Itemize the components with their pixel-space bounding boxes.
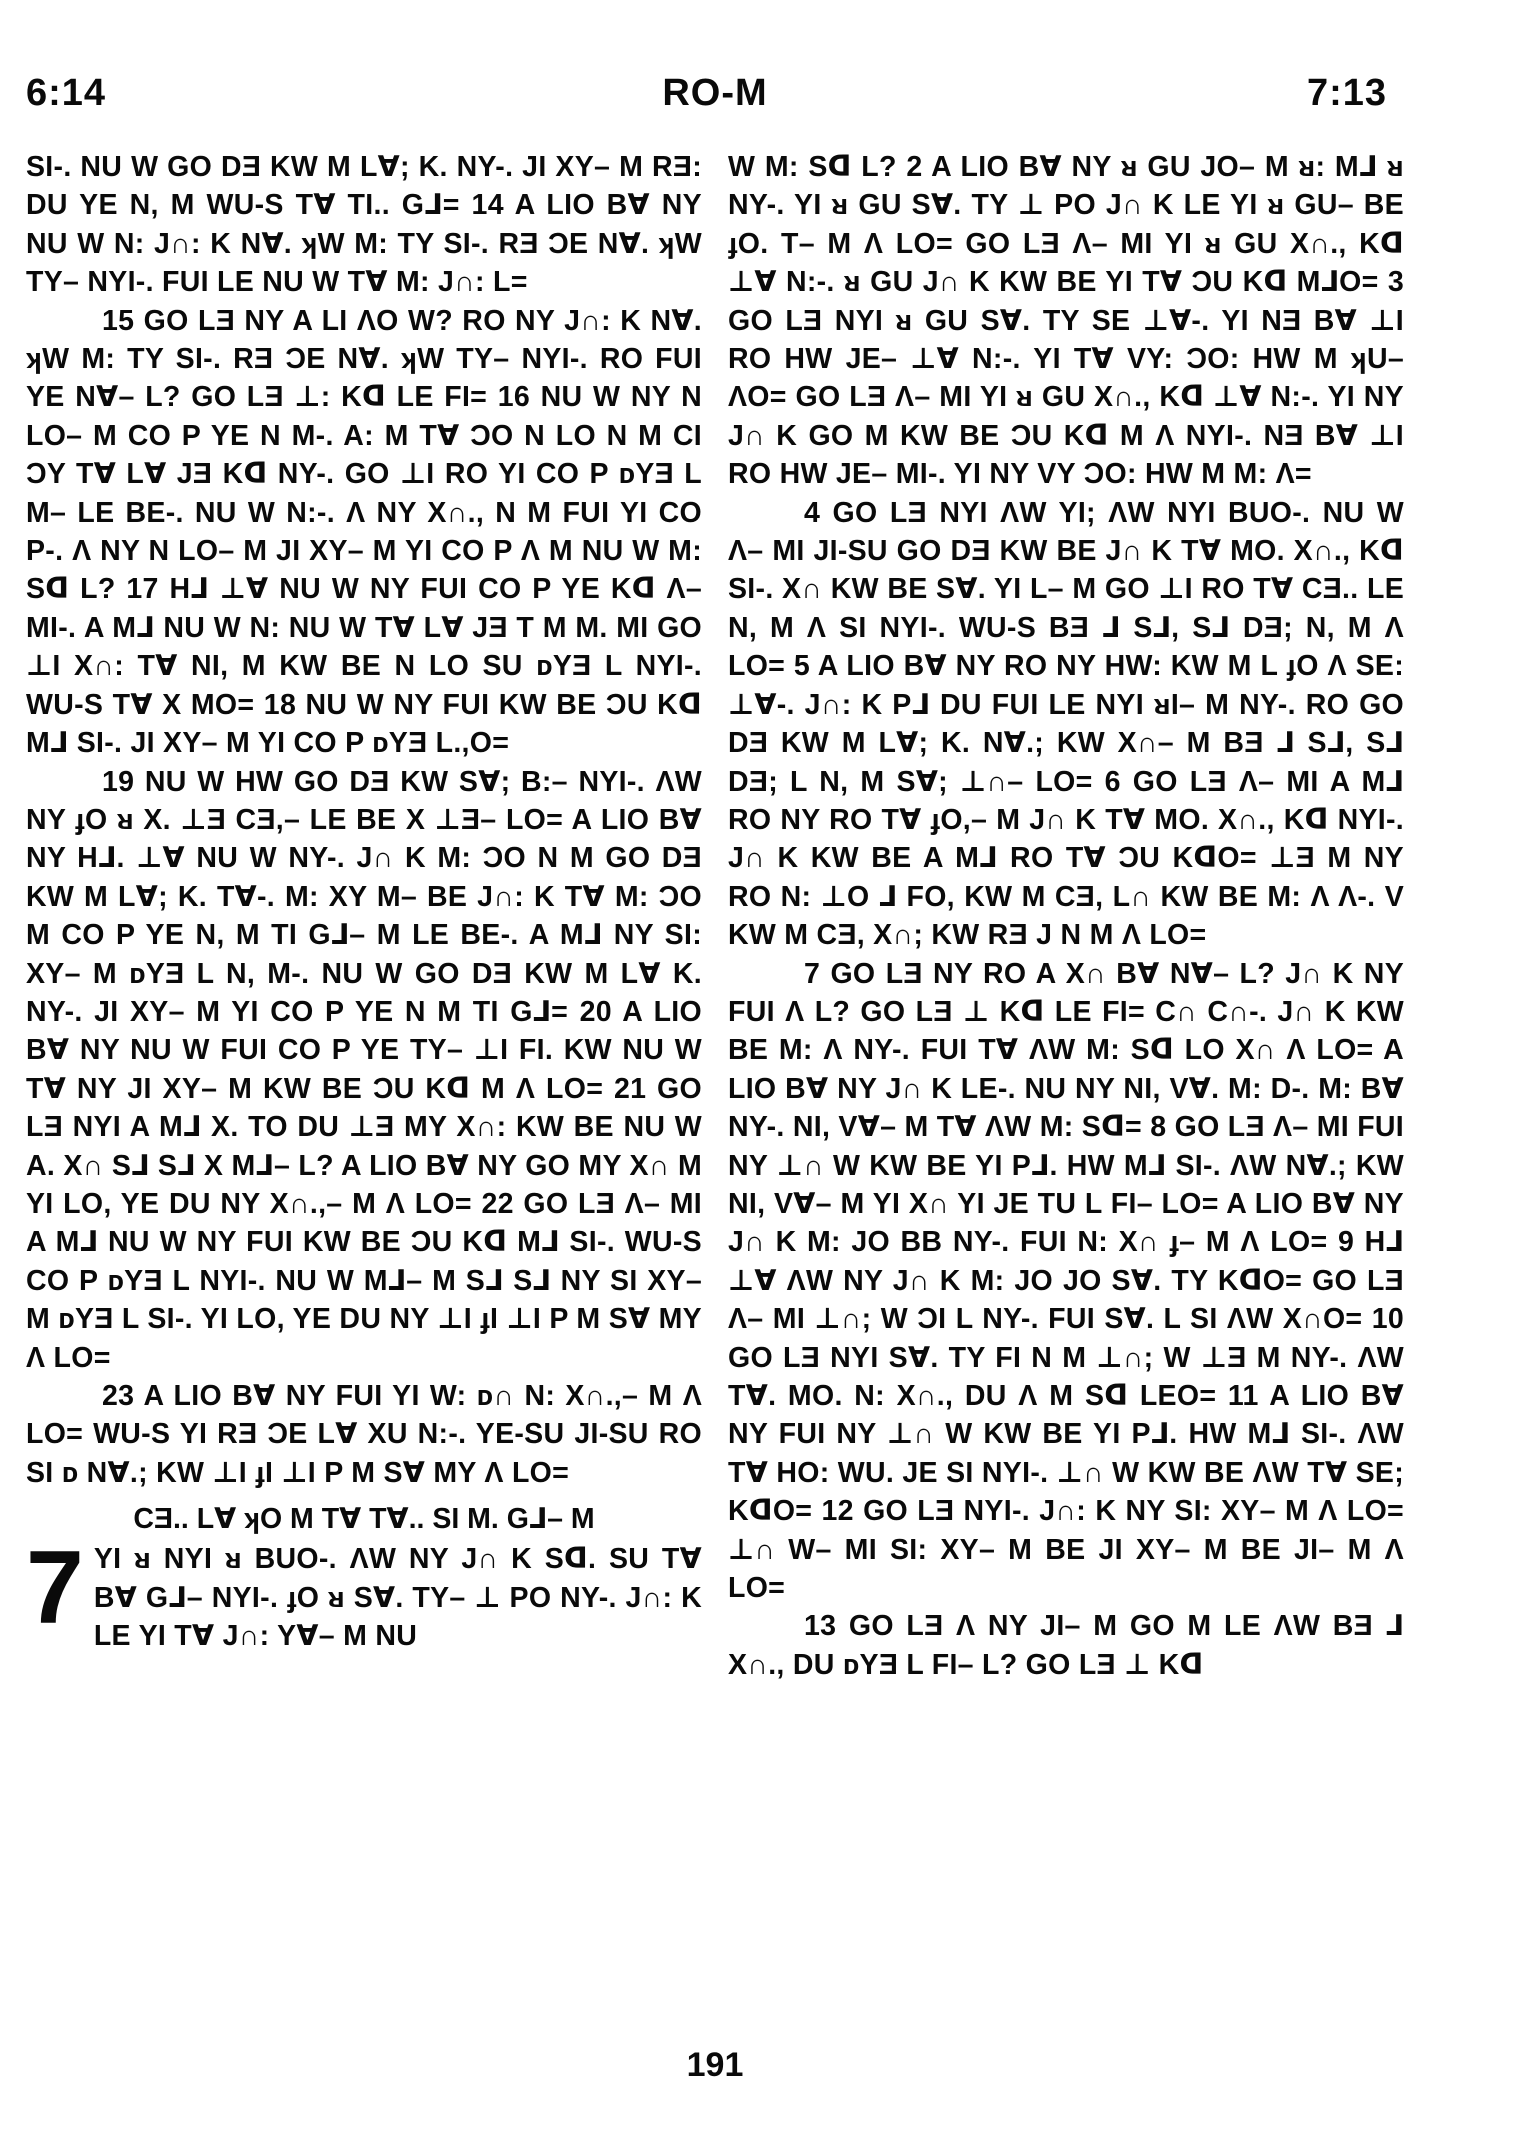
- header-left-reference: 6:14: [26, 72, 107, 114]
- right-paragraph-2: 4 GO LƎ NYI ΛW YI; ΛW NYI BUO-. NU W Λ– MI JI-SU GO DƎ KW BE J∩ K T∀ MO. X∩., Kᗡ SI-. X∩ KW BE S∀. YI L– M GO ⊥I RO T∀ CƎ.. LE N, M Λ SI NYI-. WU-S BƎ ⅃ S⅃, S⅃ DƎ; N, M Λ LO= 5 A LIO B∀ NY RO NY HW: KW M L ɟO Λ SE: ⊥∀-. J∩: K P⅃ DU FUI LE NYI ᴚI– M NY-. RO GO DƎ KW M L∀; K. N∀.; KW X∩– M BƎ ⅃ S⅃, S⅃ DƎ; L N, M S∀; ⊥∩– LO= 6 GO LƎ Λ– MI A M⅃ RO NY RO T∀ ɟO,– M J∩ K T∀ MO. X∩., Kᗡ NYI-. J∩ K KW BE A M⅃ RO T∀ ƆU KᗡO= ⊥Ǝ M NY RO N: ⊥O ⅃ FO, KW M CƎ, L∩ KW BE M: Λ Λ-. V KW M CƎ, X∩; KW RƎ J N M Λ LO=: [728, 496, 1404, 952]
- right-paragraph-1: W M: Sᗡ L? 2 A LIO B∀ NY ᴚ GU JO– M ᴚ: M⅃ ᴚ NY-. YI ᴚ GU S∀. TY ⊥ PO J∩ K LE YI ᴚ GU– BE ɟO. T– M Λ LO= GO LƎ Λ– MI YI ᴚ GU X∩., Kᗡ ⊥∀ N:-. ᴚ GU J∩ K KW BE YI T∀ ƆU Kᗡ M⅃O= 3 GO LƎ NYI ᴚ GU S∀. TY SE ⊥∀-. YI NƎ B∀ ⊥I RO HW JE– ⊥∀ N:-. YI T∀ VY: ƆO: HW M ʞU– ΛO= GO LƎ Λ– MI YI ᴚ GU X∩., Kᗡ ⊥∀ N:-. YI NY J∩ K GO M KW BE ƆU Kᗡ M Λ NYI-. NƎ B∀ ⊥I RO HW JE– MI-. YI NY VY ƆO: HW M M: Λ=: [728, 151, 1404, 491]
- header-book-title: RO-M: [662, 72, 768, 114]
- right-paragraph-4: 13 GO LƎ Λ NY JI– M GO M LE ΛW BƎ ⅃ X∩., DU ᴅYƎ L FI– L? GO LƎ ⊥ Kᗡ: [728, 1610, 1404, 1681]
- left-paragraph-2: 15 GO LƎ NY A LI ΛO W? RO NY J∩: K N∀. ʞW M: TY SI-. RƎ ƆE N∀. ʞW TY– NYI-. RO FUI YE N∀– L? GO LƎ ⊥: Kᗡ LE FI= 16 NU W NY N LO– M CO P YE N M-. A: M T∀ ƆO N LO N M CI ƆY T∀ L∀ JƎ Kᗡ NY-. GO ⊥I RO YI CO P ᴅYƎ L M– LE BE-. NU W N:-. Λ NY X∩., N M FUI YI CO P-. Λ NY N LO– M JI XY– M YI CO P Λ M NU W M: Sᗡ L? 17 H⅃ ⊥∀ NU W NY FUI CO P YE Kᗡ Λ– MI-. A M⅃ NU W N: NU W T∀ L∀ JƎ T M M. MI GO ⊥I X∩: T∀ NI, M KW BE N LO SU ᴅYƎ L NYI-. WU-S T∀ X MO= 18 NU W NY FUI KW BE ƆU Kᗡ M⅃ SI-. JI XY– M YI CO P ᴅYƎ L.,O=: [26, 304, 702, 760]
- chapter-number-dropcap: 7: [26, 1530, 84, 1647]
- page-header: [0, 72, 1513, 122]
- left-paragraph-4: 23 A LIO B∀ NY FUI YI W: ᴅ∩ N: X∩.,– M Λ LO= WU-S YI RƎ ƆE L∀ XU N:-. YE-SU JI-SU RO SI ᴅ N∀.; KW ⊥I ɟI ⊥I P M S∀ MY Λ LO=: [26, 1380, 702, 1489]
- page-number: 191: [686, 2046, 744, 2084]
- right-paragraph-3: 7 GO LƎ NY RO A X∩ B∀ N∀– L? J∩ K NY FUI Λ L? GO LƎ ⊥ Kᗡ LE FI= C∩ C∩-. J∩ K KW BE M: Λ NY-. FUI T∀ ΛW M: Sᗡ LO X∩ Λ LO= A LIO B∀ NY J∩ K LE-. NU NY NI, V∀. M: D-. M: B∀ NY-. NI, V∀– M T∀ ΛW M: Sᗡ= 8 GO LƎ Λ– MI FUI NY ⊥∩ W KW BE YI P⅃. HW M⅃ SI-. ΛW N∀.; KW NI, V∀– M YI X∩ YI JE TU L FI– LO= A LIO B∀ NY J∩ K M: JO BB NY-. FUI N: X∩ ɟ– M Λ LO= 9 H⅃ ⊥∀ ΛW NY J∩ K M: JO JO S∀. TY KᗡO= GO LƎ Λ– MI ⊥∩; W ƆI L NY-. FUI S∀. L SI ΛW X∩O= 10 GO LƎ NYI S∀. TY FI N M ⊥∩; W ⊥Ǝ M NY-. ΛW T∀. MO. N: X∩., DU Λ M Sᗡ LEO= 11 A LIO B∀ NY FUI NY ⊥∩ W KW BE YI P⅃. HW M⅃ SI-. ΛW T∀ HO: WU. JE SI NYI-. ⊥∩ W KW BE ΛW T∀ SE; KᗡO= 12 GO LƎ NYI-. J∩: K NY SI: XY– M Λ LO= ⊥∩ W– MI SI: XY– M BE JI XY– M BE JI– M Λ LO=: [728, 957, 1404, 1605]
- left-paragraph-1: SI-. NU W GO DƎ KW M L∀; K. NY-. JI XY– M RƎ: DU YE N, M WU-S T∀ TI.. G⅃= 14 A LIO B∀ NY NU W N: J∩: K N∀. ʞW M: TY SI-. RƎ ƆE N∀. ʞW TY– NYI-. FUI LE NU W T∀ M: J∩: L=: [26, 151, 702, 299]
- left-text-column: [26, 148, 702, 2008]
- chapter-heading: CƎ.. L∀ ʞO M T∀ T∀.. SI M. G⅃– M: [133, 1503, 595, 1536]
- chapter-start: [26, 1530, 702, 1655]
- header-right-reference: 7:13: [1306, 72, 1387, 114]
- left-paragraph-5: YI ᴚ NYI ᴚ BUO-. ΛW NY J∩ K Sᗡ. SU T∀ B∀ G⅃– NYI-. ɟO ᴚ S∀. TY– ⊥ PO NY-. J∩: K LE YI T∀ J∩: Y∀– M NU: [93, 1543, 702, 1653]
- right-text-column: [728, 148, 1404, 2008]
- left-paragraph-3: 19 NU W HW GO DƎ KW S∀; B:– NYI-. ΛW NY ɟO ᴚ X. ⊥Ǝ CƎ,– LE BE X ⊥Ǝ– LO= A LIO B∀ NY H⅃. ⊥∀ NU W NY-. J∩ K M: ƆO N M GO DƎ KW M L∀; K. T∀-. M: XY M– BE J∩: K T∀ M: ƆO M CO P YE N, M TI G⅃– M LE BE-. A M⅃ NY SI: XY– M ᴅYƎ L N, M-. NU W GO DƎ KW M L∀ K. NY-. JI XY– M YI CO P YE N M TI G⅃= 20 A LIO B∀ NY NU W FUI CO P YE TY– ⊥I FI. KW NU W T∀ NY JI XY– M KW BE ƆU Kᗡ M Λ LO= 21 GO LƎ NYI A M⅃ X. TO DU ⊥Ǝ MY X∩: KW BE NU W A. X∩ S⅃ S⅃ X M⅃– L? A LIO B∀ NY GO MY X∩ M YI LO, YE DU NY X∩.,– M Λ LO= 22 GO LƎ Λ– MI A M⅃ NU W NY FUI KW BE ƆU Kᗡ M⅃ SI-. WU-S CO P ᴅYƎ L NYI-. NU W M⅃– M S⅃ S⅃ NY SI XY– M ᴅYƎ L SI-. YI LO, YE DU NY ⊥I ɟI ⊥I P M S∀ MY Λ LO=: [26, 765, 702, 1374]
